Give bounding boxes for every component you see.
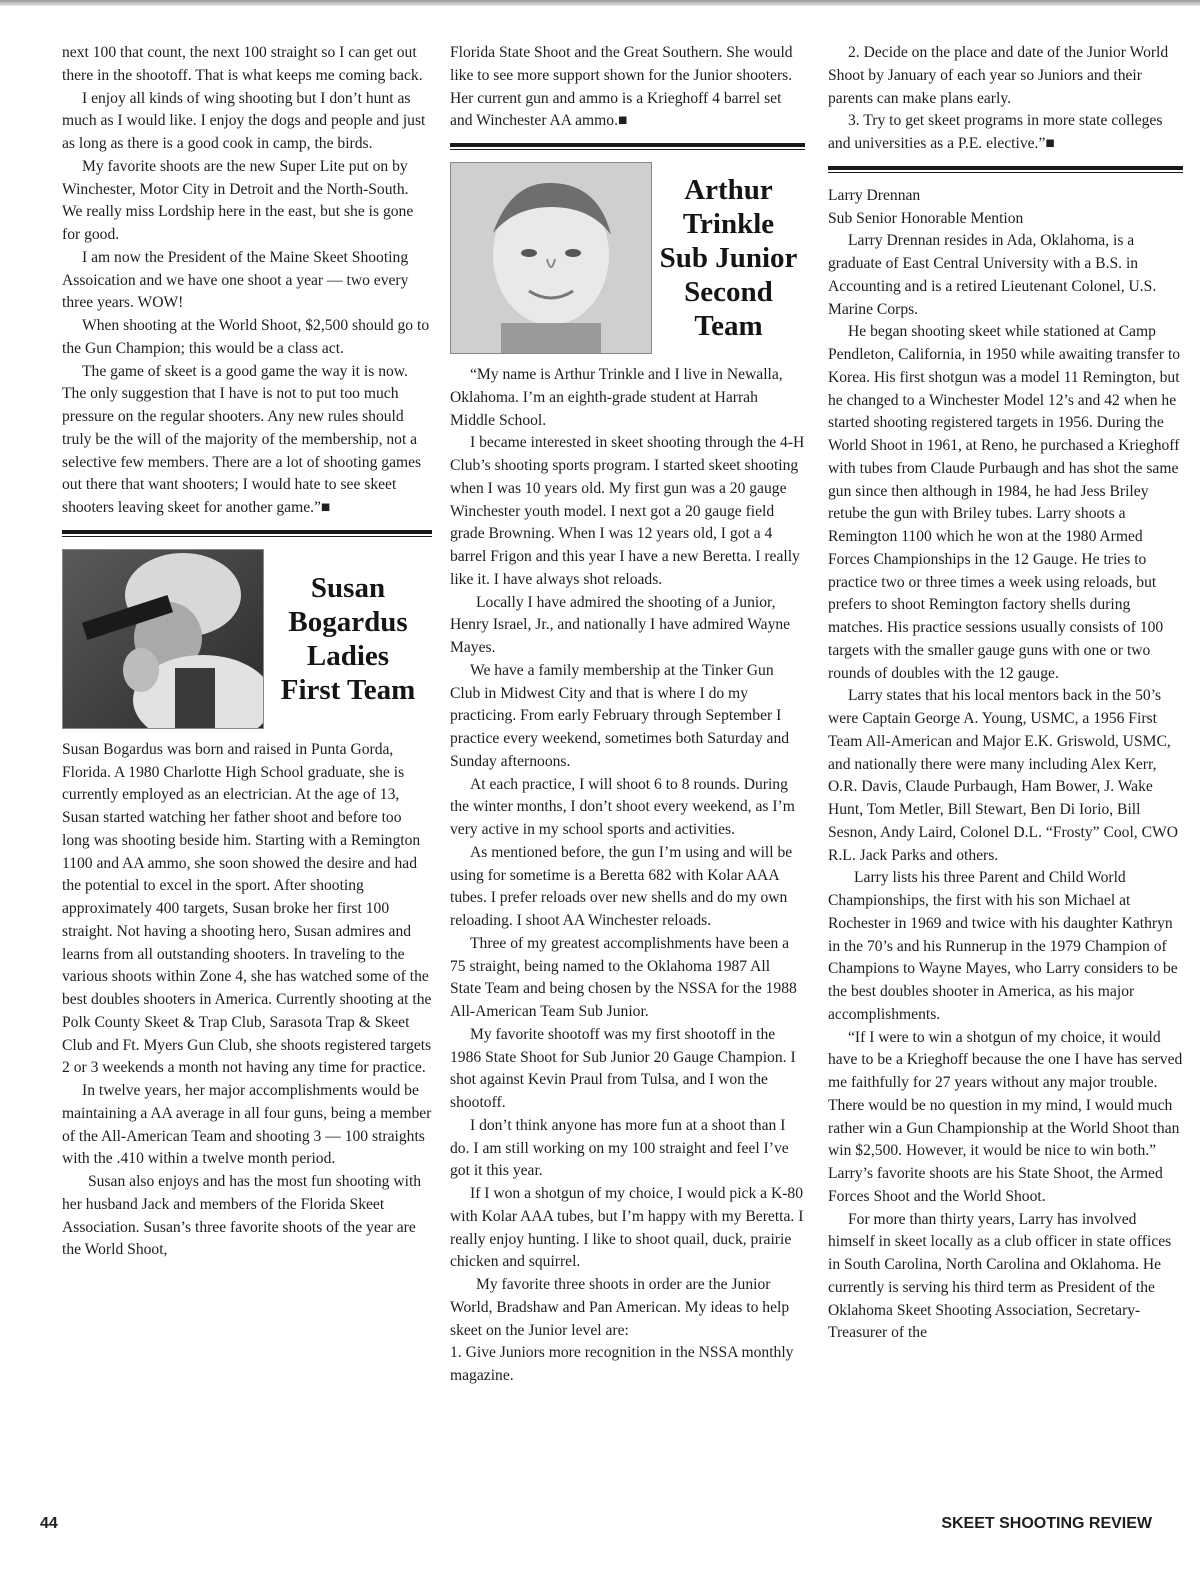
paragraph: I became interested in skeet shooting through the 4-H Club’s shooting sports program. I started skeet shooting when I was 10 years old. My first gun was a 20 gauge Winchester youth model. I next got a 20 gauge field grade Browning. When I was 12 years old, I got a 4 barrel Frigon and this year I have a new Beretta. I really like it. I have always shot reloads.: [450, 434, 805, 588]
column-2: [450, 42, 805, 1388]
section-divider: [62, 530, 432, 537]
paragraph: “My name is Arthur Trinkle and I live in Newalla, Oklahoma. I’m an eighth-grade student at Harrah Middle School.: [450, 366, 783, 429]
paragraph: If I won a shotgun of my choice, I would pick a K-80 with Kolar AAA tubes, but I’m happy with my Beretta. I really enjoy hunting. I like to shoot quail, duck, prairie chicken and squirrel.: [450, 1185, 804, 1271]
paragraph: When shooting at the World Shoot, $2,500 should go to the Gun Champion; this would be a class act.: [62, 317, 430, 357]
larry-subtitle: Sub Senior Honorable Mention: [828, 209, 1024, 227]
arthur-trinkle-photo: [450, 162, 652, 354]
title-line: First Team: [280, 673, 416, 706]
paragraph: 2. Decide on the place and date of the Junior World Shoot by January of each year so Juniors and their parents can make plans early.: [828, 44, 1169, 107]
title-line: Sub Junior: [659, 242, 798, 274]
column-1: [62, 42, 432, 1262]
paragraph: Locally I have admired the shooting of a Junior, Henry Israel, Jr., and nationally I have admired Wayne Mayes.: [450, 593, 791, 656]
paragraph: I am now the President of the Maine Skeet Shooting Assoication and we have one shoot a year — two every three years. WOW!: [62, 248, 409, 312]
title-line: Trinkle: [682, 208, 775, 240]
paragraph: The game of skeet is a good game the way it is now. The only suggestion that I have is not to put too much pressure on the regular shooters. Any new rules should truly be the will of the majority of the membership, not a selective few members. There are a lot of shooting games out there that want shooters; I would hate to see skeet shooters leaving skeet for another game.”■: [62, 362, 422, 516]
paragraph: Larry states that his local mentors back in the 50’s were Captain George A. Young, USMC, a 1956 First Team All-American and Major E.K. Griswold, USMC, and nationally there were many including Alex Kerr, O.R. Davis, Claude Purbaugh, Ham Bower, J. Wake Hunt, Tom Metler, Bill Stewart, Ben Di Iorio, Bill Sesnon, Andy Laird, Colonel D.L. “Frosty” Cool, CWO R.L. Jack Parks and others.: [828, 687, 1178, 864]
title-line: Team: [694, 310, 763, 342]
paragraph: “If I were to win a shotgun of my choice, it would have to be a Krieghoff because the one I have has served me faithfully for 27 years without any major trouble. There would be no question in my mind, I would much rather win a Gun Championship at the World Shoot than win $2,500. However, it would be nice to win both.” Larry’s favorite shoots are his State Shoot, the Armed Forces Shoot and the World Shoot.: [828, 1028, 1183, 1205]
susan-feature-header: [62, 549, 432, 729]
paragraph: We have a family membership at the Tinker Gun Club in Midwest City and that is where I do my practicing. From early February through September I practice every weekend, sometimes both Saturday and Sunday afternoons.: [450, 661, 790, 770]
title-line: Second: [684, 276, 773, 308]
paragraph: In twelve years, her major accomplishments would be maintaining a AA average in all four guns, being a member of the All-American Team and shooting 3 — 100 straights with the .410 within a twelve month period.: [62, 1082, 432, 1168]
susan-bogardus-photo: [62, 549, 264, 729]
title-line: Susan: [310, 571, 386, 604]
paragraph: For more than thirty years, Larry has involved himself in skeet locally as a club officer in state offices in South Carolina, North Carolina and Oklahoma. He currently is serving his third term as President of the Oklahoma Skeet Shooting Association, Secretary-Treasurer of the: [828, 1210, 1172, 1342]
paragraph: He began shooting skeet while stationed at Camp Pendleton, California, in 1950 while awaiting transfer to Korea. His first shotgun was a model 11 Remington, but he changed to a Winchester Model 12’s and 42 when he started shooting registered targets in 1956. During the World Shoot in 1961, at Reno, he purchased a Krieghoff with tubes from Claude Purbaugh and has shot the same gun since then although in 1984, he had Jess Briley retube the gun with Briley tubes. Larry shoots a Remington 1100 which he won at the 1980 Armed Forces Championships in the 12 Gauge. He tries to practice two or three times a week using reloads, but prefers to shoot Remington factory shells during matches. His practice sessions usually consists of 100 targets with the smaller gauge guns with one or two rounds of doubles with the 12 gauge.: [828, 323, 1181, 682]
title-line: Arthur: [684, 174, 773, 206]
arthur-feature-title: [652, 173, 805, 343]
paragraph: Florida State Shoot and the Great Southern. She would like to see more support shown for the Junior shooters. Her current gun and ammo is a Krieghoff 4 barrel set and Winchester AA ammo.■: [450, 44, 793, 130]
paragraph: I enjoy all kinds of wing shooting but I don’t hunt as much as I would like. I enjoy the dogs and people and just as long as there is a good cook in camp, the birds.: [62, 89, 426, 152]
paragraph: I don’t think anyone has more fun at a shoot than I do. I am still working on my 100 straight and feel I’ve got it this year.: [450, 1116, 789, 1180]
paragraph: My favorite shoots are the new Super Lite put on by Winchester, Motor City in Detroit and the North-South. We really miss Lordship here in the east, but she is gone for good.: [62, 157, 414, 243]
paragraph: next 100 that count, the next 100 straight so I can get out there in the shootoff. That is what keeps me coming back.: [62, 44, 423, 84]
paragraph: Larry Drennan resides in Ada, Oklahoma, is a graduate of East Central University with a B.S. in Accounting and is a retired Lieutenant Colonel, U.S. Marine Corps.: [828, 232, 1157, 318]
section-divider: [828, 166, 1183, 173]
paragraph: Susan Bogardus was born and raised in Punta Gorda, Florida. A 1980 Charlotte High School graduate, she is currently employed as an electrician. At the age of 13, Susan started watching her father shoot and before too long was shooting beside him. Starting with a Remington 1100 and AA ammo, she soon showed the desire and had the potential to excel in the sport. After shooting approximately 400 targets, Susan broke her first 100 straight. Not having a shooting hero, Susan admires and learns from all outstanding shooters. In traveling to the various shoots within Zone 4, she has watched some of the best doubles shooters in America. Currently shooting at the Polk County Skeet & Trap Club, Sarasota Trap & Skeet Club and Ft. Myers Gun Club, she shoots registered targets 2 or 3 weekends a month not having any time for practice.: [62, 740, 432, 1077]
page-number: 44: [40, 1515, 58, 1532]
paragraph: My favorite shootoff was my first shootoff in the 1986 State Shoot for Sub Junior 20 Gauge Champion. I shot against Kevin Praul from Tulsa, and I won the shootoff.: [450, 1025, 796, 1111]
larry-name: Larry Drennan: [828, 186, 921, 204]
arthur-feature-header: [450, 162, 805, 354]
paragraph: As mentioned before, the gun I’m using and will be using for sometime is a Beretta 682 with Kolar AAA tubes. I prefer reloads over new shells and do my own reloading. I shoot AA Winchester reloads.: [450, 843, 793, 929]
paragraph: 3. Try to get skeet programs in more state colleges and universities as a P.E. elective.”■: [828, 112, 1163, 152]
paragraph: Susan also enjoys and has the most fun shooting with her husband Jack and members of the Florida Skeet Association. Susan’s three favorite shoots of the year are the World Shoot,: [62, 1173, 422, 1259]
title-line: Ladies: [306, 639, 390, 672]
column-3: [828, 42, 1183, 1345]
paragraph: Three of my greatest accomplishments have been a 75 straight, being named to the Oklahoma 1987 All State Team and being chosen by the NSSA for the 1988 All-American Team Sub Junior.: [450, 934, 797, 1020]
magazine-name: SKEET SHOOTING REVIEW: [941, 1515, 1152, 1532]
title-line: Bogardus: [288, 605, 408, 638]
paragraph: At each practice, I will shoot 6 to 8 rounds. During the winter months, I don’t shoot every weekend, as I’m very active in my school sports and activities.: [450, 775, 795, 838]
photo-illustration: [451, 163, 651, 353]
page-top-edge: [0, 0, 1200, 6]
photo-illustration: [63, 550, 263, 728]
paragraph: Larry lists his three Parent and Child World Championships, the first with his son Michael at Rochester in 1969 and twice with his daughter Kathryn in the 70’s and his Runnerup in the 1979 Champion of Champions to Wayne Mayes, who Larry considers to be the best doubles shooter in America, as his major accomplishments.: [828, 869, 1178, 1023]
paragraph: 1. Give Juniors more recognition in the NSSA monthly magazine.: [450, 1344, 794, 1384]
section-divider: [450, 143, 805, 150]
susan-feature-title: [264, 571, 432, 707]
paragraph: My favorite three shoots in order are the Junior World, Bradshaw and Pan American. My ideas to help skeet on the Junior level are:: [450, 1276, 790, 1339]
